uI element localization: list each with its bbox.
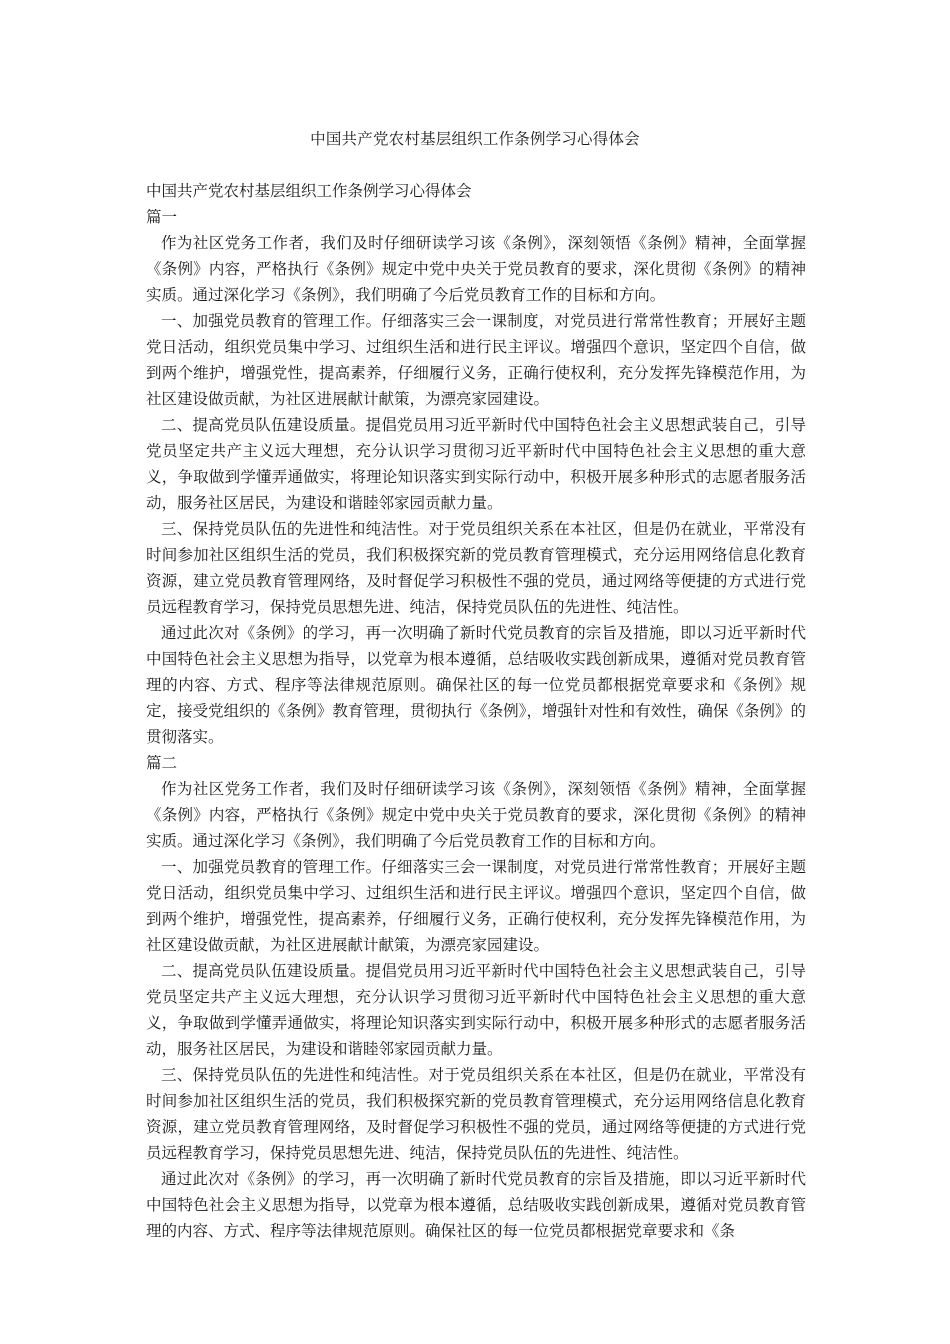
document-body [146, 178, 806, 1244]
paragraph: 二、提高党员队伍建设质量。提倡党员用习近平新时代中国特色社会主义思想武装自己，引导党员坚定共产主义远大理想，充分认识学习贯彻习近平新时代中国特色社会主义思想的重大意义，争取做到学懂弄通做实，将理论知识落实到实际行动中，积极开展多种形式的志愿者服务活动，服务社区居民，为建设和谐睦邻家园贡献力量。 [146, 416, 806, 512]
section-heading: 篇二 [146, 754, 178, 772]
paragraph: 作为社区党务工作者，我们及时仔细研读学习该《条例》，深刻领悟《条例》精神，全面掌握《条例》内容，严格执行《条例》规定中党中央关于党员教育的要求，深化贯彻《条例》的精神实质。通过深化学习《条例》，我们明确了今后党员教育工作的目标和方向。 [146, 234, 806, 304]
paragraph: 一、加强党员教育的管理工作。仔细落实三会一课制度，对党员进行常常性教育；开展好主题党日活动，组织党员集中学习、过组织生活和进行民主评议。增强四个意识，坚定四个自信，做到两个维护，增强党性，提高素养，仔细履行义务，正确行使权利，充分发挥先锋模范作用，为社区建设做贡献，为社区进展献计献策，为漂亮家园建设。 [146, 312, 806, 408]
paragraph: 通过此次对《条例》的学习，再一次明确了新时代党员教育的宗旨及措施，即以习近平新时代中国特色社会主义思想为指导，以党章为根本遵循，总结吸收实践创新成果，遵循对党员教育管理的内容、方式、程序等法律规范原则。确保社区的每一位党员都根据党章要求和《条例》规定，接受党组织的《条例》教育管理，贯彻执行《条例》，增强针对性和有效性，确保《条例》的贯彻落实。 [146, 624, 806, 746]
paragraph: 通过此次对《条例》的学习，再一次明确了新时代党员教育的宗旨及措施，即以习近平新时代中国特色社会主义思想为指导，以党章为根本遵循，总结吸收实践创新成果，遵循对党员教育管理的内容、方式、程序等法律规范原则。确保社区的每一位党员都根据党章要求和《条 [146, 1170, 806, 1240]
document-subtitle: 中国共产党农村基层组织工作条例学习心得体会 [146, 182, 472, 200]
paragraph: 二、提高党员队伍建设质量。提倡党员用习近平新时代中国特色社会主义思想武装自己，引导党员坚定共产主义远大理想，充分认识学习贯彻习近平新时代中国特色社会主义思想的重大意义，争取做到学懂弄通做实，将理论知识落实到实际行动中，积极开展多种形式的志愿者服务活动，服务社区居民，为建设和谐睦邻家园贡献力量。 [146, 962, 806, 1058]
paragraph: 三、保持党员队伍的先进性和纯洁性。对于党员组织关系在本社区，但是仍在就业，平常没有时间参加社区组织生活的党员，我们积极探究新的党员教育管理模式，充分运用网络信息化教育资源，建立党员教育管理网络，及时督促学习积极性不强的党员，通过网络等便捷的方式进行党员远程教育学习，保持党员思想先进、纯洁，保持党员队伍的先进性、纯洁性。 [146, 520, 806, 616]
section-heading: 篇一 [146, 208, 178, 226]
paragraph: 三、保持党员队伍的先进性和纯洁性。对于党员组织关系在本社区，但是仍在就业，平常没有时间参加社区组织生活的党员，我们积极探究新的党员教育管理模式，充分运用网络信息化教育资源，建立党员教育管理网络，及时督促学习积极性不强的党员，通过网络等便捷的方式进行党员远程教育学习，保持党员思想先进、纯洁，保持党员队伍的先进性、纯洁性。 [146, 1066, 806, 1162]
document-title: 中国共产党农村基层组织工作条例学习心得体会 [310, 130, 640, 148]
paragraph: 作为社区党务工作者，我们及时仔细研读学习该《条例》，深刻领悟《条例》精神，全面掌握《条例》内容，严格执行《条例》规定中党中央关于党员教育的要求，深化贯彻《条例》的精神实质。通过深化学习《条例》，我们明确了今后党员教育工作的目标和方向。 [146, 780, 806, 850]
paragraph: 一、加强党员教育的管理工作。仔细落实三会一课制度，对党员进行常常性教育；开展好主题党日活动，组织党员集中学习、过组织生活和进行民主评议。增强四个意识，坚定四个自信，做到两个维护，增强党性，提高素养，仔细履行义务，正确行使权利，充分发挥先锋模范作用，为社区建设做贡献，为社区进展献计献策，为漂亮家园建设。 [146, 858, 806, 954]
